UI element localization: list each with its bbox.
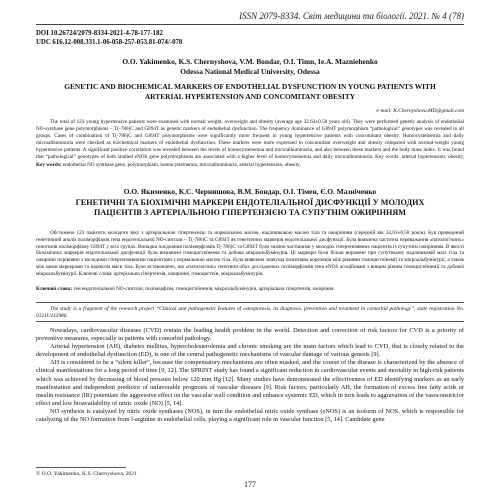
footnote-rule [36,467,126,468]
keywords-ua-label: Ключові слова: [36,286,73,292]
page-number: 177 [244,480,256,489]
body-paragraph: AH is considered to be a “silent killer”, because the compensatory mechanisms are often masked, and the course of the disease is characterized by the absence of clinical manifestations for a long period of time [9, 12]. The SPRINT study has found a significant reduction in cardiovascular events and mortality in high-risk patients which was achieved by decreasing of blood pressure below 120 mm Hg [12]. Many studies have demonstrated the effectiveness of ED identifying markers as an early manifestation and independent predictor of unfavorable prognosis of vascular diseases [9]. Risk factors, particularly AH, the formation of excess free fatty acids or insulin resistance (IR) potentiate the aggressive effect on the vascular wall condition and enhance systemic ED, which in turn leads to aggravation of the vasoconstrictor effect and low bioavailability of nitric oxide (NO) [5, 14]. [36,359,464,407]
abstract-en: The total of 123 young hypertensive patients were examined with normal weight, overweight and obesity (average age 32.63±0.58 years old). They were performed genetic analysis of endothelial NO-synthase gene polymorphisms – T(-786)C and G894T as genetic markers of endothelial dysfunction. The frequency dominance of G894T polymorphism “pathological” genotypes was revealed in all groups. Cases of combination of T(-786)C and G894T polymorphisms were significantly more frequent in young hypertensive patients with concomitant obesity. Homocysteinemia and daily microalbuminuria were checked as biochemical markers of endothelial dysfunction. These markers were more expressed in concomitant overweight and obesity compared with normal-weight young hypertensive patients. A significant positive correlation was revealed between the levels of homocysteinemia and microalbuminuria, and also between these markers and the body mass index. It was found that “pathological” genotypes of both studied eNOS gene polymorphisms are associated with a higher level of homocysteinemia and daily microalbuminuria. Key words: arterial hypertension, obesity, [36,119,464,160]
body-text [36,327,464,463]
doi: DOI 10.26724/2079-8334-2021-4-78-177-182 [36,30,163,37]
keywords-en [36,162,464,169]
copyright: © O.O. Yakimenko, K.S. Chernyshova, 2021 [36,471,137,477]
affiliation-en: Odessa National Medical University, Odessa [180,66,320,76]
article-title-en: GENETIC AND BIOCHEMICAL MARKERS OF ENDOTHELIAL DYSFUNCTION IN YOUNG PATIENTS WITH ARTERIAL HYPERTENSION AND CONCOMITANT OBESITY [64,82,436,101]
header-rule [36,24,464,25]
keywords-en-text: endothelial NO synthase gene, polymorphism, homocysteinemia, microalbuminuria, arterial hypertension, obesity. [62,162,301,168]
udc: UDC 616.12-008.331.1-06-058-257-053.81-074/-078 [36,39,183,46]
divider-top [36,302,464,303]
keywords-en-label: Key words: [36,162,62,168]
body-paragraph: NO synthesis is catalyzed by nitric oxide synthases (NOS), in turn the endothelial nitric oxide synthase (eNOS) is an isoform of NOS, which is responsible for catalyzing of the NO formation from l-arginine in endothelial cells, playing a significant role in vascular function [5, 14]. Candidate gene [36,407,464,424]
author-names-en: O.O. Yakimenko, K.S. Chernyshova, V.M. Bondar, O.I. Timn, Ie.A. Mazniehenko [122,57,378,66]
keywords-ua [36,286,464,293]
divider-bottom [36,321,464,322]
funding-note: The study is a fragment of the research project “Clinical and pathogenetic features of osteoporosis, its diagnosis, prevention and treatment in comorbid pathology”, state registration No. 0121U113986. [36,306,464,319]
body-paragraph: Arterial hypertension (AH), diabetes mellitus, hypercholesterolemia and chronic smoking are the main factors which lead to CVD, that is closely related to the development of endothelial dysfunction (ED), is one of the central pathogenetic mechanisms of vascular damage of various genesis [9]. [36,343,464,359]
authors-en [0,57,500,76]
body-paragraph: Nowadays, cardiovascular diseases (CVD) remain the leading health problem in the world. Detection and correction of risk factors for CVD is a priority of preventive measures, especially in patients with comorbid pathology. [36,327,464,343]
doi-block [36,29,182,47]
authors-ua: О.О. Якименко, К.С. Чернишова, В.М. Бондар, О.І. Тімен, Є.О. Мазніченко [123,187,377,196]
running-head: ISSN 2079-8334. Світ медицини та біології. 2021. № 4 (78) [239,11,464,21]
article-title-ua: ГЕНЕТИЧНІ ТА БІОХІМІЧНІ МАРКЕРИ ЕНДОТЕЛІАЛЬНОЇ ДИСФУНКЦІЇ У МОЛОДИХ ПАЦІЄНТІВ З АРТЕРІАЛЬНОЮ ГІПЕРТЕНЗІЄЮ ТА СУПУТНІМ ОЖИРІННЯМ [75,198,425,217]
corresponding-email: e-mail: K.Chernyshova.MD@gmail.com [376,108,464,114]
keywords-ua-text: ген ендотеліальної NO-синтази, поліморфізм, гомоцистеїнемія, мікроальбумінурія, артеріальна гіпертензія, ожиріння. [73,286,335,292]
abstract-ua: Обстежено 123 пацієнти молодого віку з артеріальною гіпертензією та нормальною масою, надлишковою масою тіла та ожирінням (середній вік 32,63±0,58 років). Був проведений генетичний аналіз поліморфізмів гена ендотеліальної NO-синтази – T(-786)C та G894T як генетичних маркерів ендотеліальної дисфункції. Була виявлена частотна переважання «патологічних» генотипів поліморфізму G894T у всіх групах. Випадки поєднання поліморфізмів T(-786)C та G894T були значно частішими у молодих гіпертензивних пацієнтів із супутнім ожирінням. В якості біохімічних маркерів ендотеліальної дисфункції були визначені гомоцистеїнемія та добова мікроальбумінурія. Ці маркери були більш виражені при супутньому надлишковій масі тіла та ожирінні порівняно з молодими гіпертензивними пацієнтами з нормальною масою тіла. Була виявлена значуща позитивна кореляція між рівнями гомоцистеїнемії та мікроальбумінурії, а також між цими маркерами та індексом маси тіла. Було встановлено, що «патологічні» генотипи обох досліджених поліморфізмів гена eNOS асоційовані з вищим рівнем гомоцистеїнемії та добової мікроальбумінурії. Ключові слова: артеріальна гіпертензія, ожиріння, гомоцистеїн, мікроальбумінурія. [36,230,464,277]
